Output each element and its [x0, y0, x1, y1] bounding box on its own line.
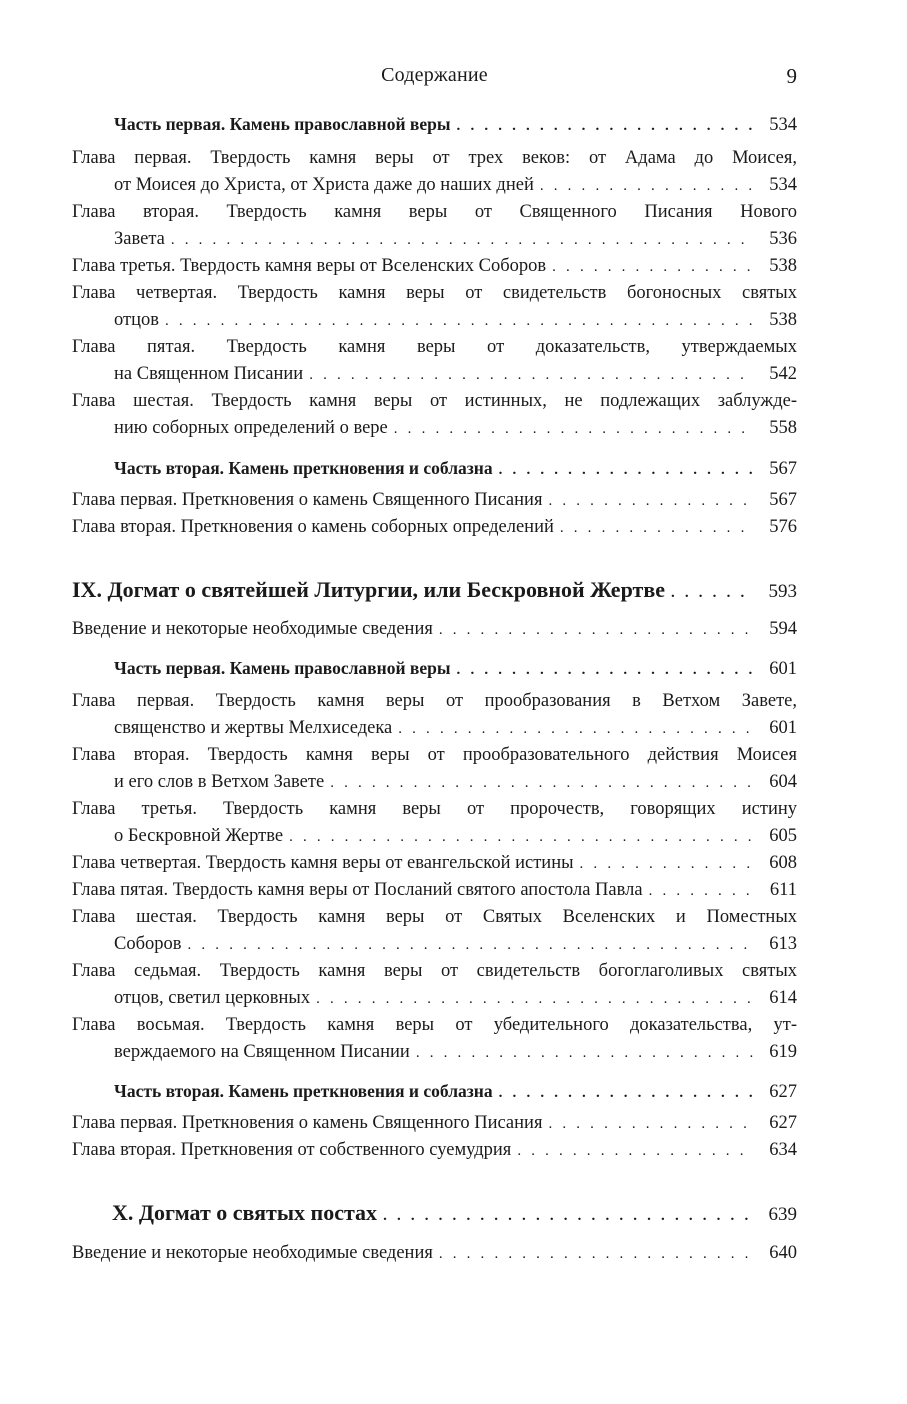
toc-entry[interactable] — [72, 1137, 797, 1165]
entry-title: отцов, светил церковных — [114, 988, 311, 1008]
entry-page-number: 536 — [769, 229, 797, 249]
entry-title: Часть вторая. Камень преткновения и соблазна — [114, 458, 493, 478]
toc-entry[interactable] — [72, 1240, 797, 1268]
toc-row — [72, 1039, 797, 1067]
entry-page-number: 601 — [769, 718, 797, 738]
entry-page-number: 614 — [769, 988, 797, 1008]
entry-page-number: 627 — [769, 1082, 797, 1102]
running-title: Содержание — [381, 64, 488, 86]
entry-title: Часть первая. Камень православной веры — [114, 114, 451, 134]
toc-row — [72, 1137, 797, 1165]
entry-title: Введение и некоторые необходимые сведения — [72, 1243, 433, 1263]
entry-title-line: Глава седьмая. Твердость камня веры от свидетельств богоглаголивых святых — [72, 961, 797, 981]
entry-page-number: 538 — [769, 256, 797, 276]
dot-leader — [165, 308, 753, 335]
entry-page-number: 567 — [769, 459, 797, 479]
entry-title: Глава вторая. Преткновения о камень соборных определений — [72, 517, 554, 537]
dot-leader — [649, 878, 753, 905]
dot-leader — [309, 362, 753, 389]
dot-leader — [394, 416, 753, 443]
dot-leader — [416, 1040, 753, 1067]
dot-leader — [560, 515, 753, 542]
entry-title: Часть вторая. Камень преткновения и соблазна — [114, 1081, 493, 1101]
dot-leader — [580, 851, 753, 878]
running-header — [72, 64, 797, 94]
dot-leader — [289, 824, 753, 851]
entry-page-number: 558 — [769, 418, 797, 438]
part-heading[interactable] — [72, 455, 797, 484]
part-heading[interactable] — [72, 111, 797, 140]
toc-row — [72, 514, 797, 542]
entry-page-number: 605 — [769, 826, 797, 846]
toc-entry[interactable] — [72, 199, 797, 254]
entry-page-number: 613 — [769, 934, 797, 954]
dot-leader — [330, 770, 753, 797]
entry-title: Глава первая. Преткновения о камень Священного Писания — [72, 490, 543, 510]
dot-leader — [548, 1111, 753, 1138]
dot-leader — [457, 657, 753, 684]
toc-entry[interactable] — [72, 616, 797, 644]
entry-page-number: 608 — [769, 853, 797, 873]
toc-entry[interactable] — [72, 904, 797, 959]
toc-row — [72, 575, 797, 608]
entry-title-line: Глава восьмая. Твердость камня веры от убедительного доказательства, ут- — [72, 1015, 797, 1035]
entry-title: Глава четвертая. Твердость камня веры от евангельской истины — [72, 853, 574, 873]
toc-entry[interactable] — [72, 688, 797, 743]
toc-row — [72, 985, 797, 1013]
dot-leader — [439, 617, 753, 644]
entry-page-number: 634 — [769, 1140, 797, 1160]
entry-title: Глава первая. Преткновения о камень Священного Писания — [72, 1113, 543, 1133]
toc-entry[interactable] — [72, 1110, 797, 1138]
entry-title: Часть первая. Камень православной веры — [114, 658, 451, 678]
entry-page-number: 593 — [768, 581, 797, 602]
toc-entry[interactable] — [72, 487, 797, 515]
toc-row — [72, 850, 797, 878]
entry-title: верждаемого на Священном Писании — [114, 1042, 410, 1062]
toc-row — [114, 655, 797, 684]
toc-entry[interactable] — [72, 742, 797, 797]
entry-title: Завета — [114, 229, 165, 249]
toc-row — [114, 1078, 797, 1107]
entry-title: священство и жертвы Мелхиседека — [114, 718, 393, 738]
entry-page-number: 534 — [769, 175, 797, 195]
part-heading[interactable] — [72, 655, 797, 684]
toc-row — [72, 769, 797, 797]
entry-page-number: 567 — [769, 490, 797, 510]
toc-row — [72, 1198, 797, 1231]
entry-page-number: 576 — [769, 517, 797, 537]
section-heading[interactable] — [72, 575, 797, 608]
toc-row — [72, 253, 797, 281]
entry-title: и его слов в Ветхом Завете — [114, 772, 325, 792]
entry-title: Глава третья. Твердость камня веры от Вселенских Соборов — [72, 256, 547, 276]
dot-leader — [457, 113, 753, 140]
entry-page-number: 538 — [769, 310, 797, 330]
toc-row — [72, 307, 797, 335]
section-heading[interactable] — [72, 1198, 797, 1231]
entry-title-line: Глава первая. Твердость камня веры от трех веков: от Адама до Моисея, — [72, 148, 797, 168]
dot-leader — [552, 254, 753, 281]
toc-row — [114, 455, 797, 484]
entry-title: X. Догмат о святых постах — [112, 1200, 378, 1225]
entry-page-number: 611 — [769, 880, 797, 900]
entry-page-number: 594 — [769, 619, 797, 639]
toc-entry[interactable] — [72, 1012, 797, 1067]
dot-leader — [316, 986, 753, 1013]
toc-entry[interactable] — [72, 850, 797, 878]
toc-row — [72, 172, 797, 200]
dot-leader — [171, 227, 753, 254]
dot-leader — [517, 1138, 753, 1165]
toc-row — [72, 415, 797, 443]
dot-leader — [188, 932, 754, 959]
entry-page-number: 640 — [769, 1243, 797, 1263]
entry-title: от Моисея до Христа, от Христа даже до наших дней — [114, 175, 534, 195]
entry-title: IX. Догмат о святейшей Литургии, или Бескровной Жертве — [72, 577, 665, 602]
entry-title-line: Глава третья. Твердость камня веры от пророчеств, говорящих истину — [72, 799, 797, 819]
entry-page-number: 619 — [769, 1042, 797, 1062]
entry-title: о Бескровной Жертве — [114, 826, 284, 846]
entry-page-number: 639 — [768, 1204, 797, 1225]
entry-page-number: 627 — [769, 1113, 797, 1133]
toc-entry[interactable] — [72, 877, 797, 905]
toc-entry[interactable] — [72, 958, 797, 1013]
toc-row — [72, 616, 797, 644]
entry-title: Введение и некоторые необходимые сведения — [72, 619, 433, 639]
entry-title: нию соборных определений о вере — [114, 418, 388, 438]
part-heading[interactable] — [72, 1078, 797, 1107]
entry-title-line: Глава шестая. Твердость камня веры от Святых Вселенских и Поместных — [72, 907, 797, 927]
entry-page-number: 601 — [769, 659, 797, 679]
entry-page-number: 542 — [769, 364, 797, 384]
entry-title: Соборов — [114, 934, 182, 954]
toc-row — [72, 226, 797, 254]
toc-entry[interactable] — [72, 796, 797, 851]
entry-page-number: 534 — [769, 115, 797, 135]
toc-entry[interactable] — [72, 334, 797, 389]
dot-leader — [439, 1241, 753, 1268]
dot-leader — [548, 488, 753, 515]
dot-leader — [499, 457, 753, 484]
entry-title: на Священном Писании — [114, 364, 304, 384]
entry-title: Глава пятая. Твердость камня веры от Посланий святого апостола Павла — [72, 880, 643, 900]
toc-row — [72, 361, 797, 389]
toc-entry[interactable] — [72, 280, 797, 335]
entry-title-line: Глава шестая. Твердость камня веры от истинных, не подлежащих заблужде- — [72, 391, 797, 411]
dot-leader — [383, 1201, 753, 1231]
entry-title-line: Глава вторая. Твердость камня веры от прообразовательного действия Моисея — [72, 745, 797, 765]
page-number: 9 — [786, 64, 797, 88]
entry-title-line: Глава первая. Твердость камня веры от прообразования в Ветхом Завете, — [72, 691, 797, 711]
entry-title: отцов — [114, 310, 159, 330]
toc-row — [72, 823, 797, 851]
toc-row — [72, 931, 797, 959]
toc-row — [72, 487, 797, 515]
entry-title: Глава вторая. Преткновения от собственного суемудрия — [72, 1140, 512, 1160]
toc-row — [72, 715, 797, 743]
dot-leader — [499, 1080, 753, 1107]
dot-leader — [398, 716, 753, 743]
entry-page-number: 604 — [769, 772, 797, 792]
toc-entry[interactable] — [72, 388, 797, 443]
toc-entry[interactable] — [72, 253, 797, 281]
toc-entry[interactable] — [72, 145, 797, 200]
entry-title-line: Глава четвертая. Твердость камня веры от свидетельств богоносных святых — [72, 283, 797, 303]
toc-row — [72, 1240, 797, 1268]
dot-leader — [540, 173, 753, 200]
toc-row — [72, 877, 797, 905]
dot-leader — [671, 578, 753, 608]
entry-title-line: Глава вторая. Твердость камня веры от Священного Писания Нового — [72, 202, 797, 222]
toc-row — [72, 1110, 797, 1138]
entry-title-line: Глава пятая. Твердость камня веры от доказательств, утверждаемых — [72, 337, 797, 357]
toc-row — [114, 111, 797, 140]
toc-entry[interactable] — [72, 514, 797, 542]
